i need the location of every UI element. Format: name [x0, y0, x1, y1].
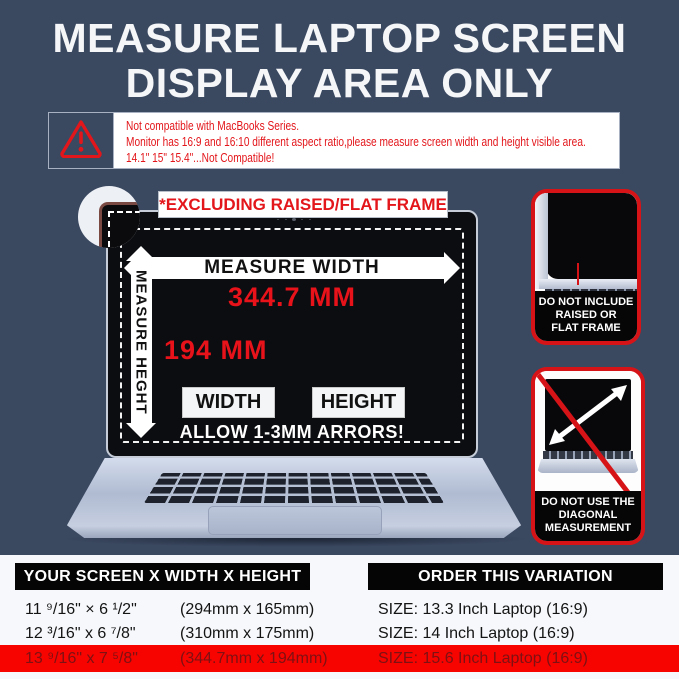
measure-width-arrow: [124, 252, 460, 284]
compatibility-warning-box: [48, 112, 620, 169]
warning-icon-cell: [49, 113, 114, 168]
frame-closeup-image: [535, 193, 637, 299]
diagonal-caption-line-2: DIAGONAL: [558, 509, 618, 521]
arrow-down-head: [126, 423, 156, 438]
height-value: 194 MM: [164, 335, 268, 365]
laptop-keyboard: [144, 473, 444, 503]
table-row: [0, 622, 679, 646]
frame-caption-line-3: FLAT FRAME: [551, 322, 621, 334]
red-measure-tick: [577, 263, 579, 285]
corner-dashed-outline: [108, 211, 140, 248]
diagonal-warning-caption: [535, 491, 641, 541]
diagonal-caption-line-3: MEASUREMENT: [544, 522, 632, 534]
excluding-frame-label: *EXCLUDING RAISED/FLAT FRAME: [158, 191, 448, 218]
webcam-dots: [292, 218, 296, 221]
row2-mm: (310mm x 175mm): [180, 625, 315, 642]
laptop-screen: [106, 210, 478, 458]
tolerance-note: ALLOW 1-3MM ARRORS!: [179, 422, 405, 442]
frame-caption-line-2: RAISED OR: [555, 309, 617, 321]
title-line-1: MEASURE LAPTOP SCREEN: [52, 15, 627, 61]
title-line-2: DISPLAY AREA ONLY: [125, 60, 554, 106]
measure-height-label: MEASURE HEGHT: [132, 269, 150, 415]
width-badge: WIDTH: [182, 387, 275, 418]
closeup-frame-horizontal: [539, 279, 637, 289]
measure-width-label: MEASURE WIDTH: [140, 257, 444, 279]
size-table-right-header: ORDER THIS VARIATION: [368, 563, 663, 590]
diagonal-warning-card: [531, 367, 645, 545]
table-row: [0, 598, 679, 622]
row3-mm: (344.7mm x 194mm): [180, 649, 328, 667]
frame-caption-line-1: DO NOT INCLUDE: [538, 296, 634, 308]
closeup-frame-vertical: [535, 193, 548, 289]
warning-line-3: 14.1" 15" 15.4"...Not Compatible!: [126, 150, 275, 165]
laptop-trackpad: [208, 506, 382, 535]
row3-variation: SIZE: 15.6 Inch Laptop (16:9): [378, 649, 588, 667]
warning-triangle-icon: [59, 118, 103, 163]
measure-height-bar: [131, 261, 152, 423]
laptop-body: [66, 458, 522, 538]
row2-variation: SIZE: 14 Inch Laptop (16:9): [378, 625, 575, 642]
page-title: [0, 16, 679, 106]
row2-inches: 12 ³/16" x 6 ⁷/8": [25, 625, 136, 642]
warning-line-2: Monitor has 16:9 and 16:10 different aspect ratio,please measure screen width and height visible area.: [126, 134, 586, 149]
screen-corner-closeup: [99, 202, 140, 248]
diagonal-caption-line-1: DO NOT USE THE: [541, 496, 635, 508]
table-row-highlighted: [0, 645, 679, 672]
row3-inches: 13 ⁹/16" x 7 ⁵/8": [25, 649, 138, 667]
warning-text: [114, 113, 679, 168]
warning-line-1: Not compatible with MacBooks Series.: [126, 118, 300, 133]
row1-inches: 11 ⁹/16" × 6 ¹/2": [25, 601, 137, 618]
frame-warning-card: [531, 189, 641, 345]
width-value: 344.7 MM: [227, 282, 357, 312]
measure-height-arrow: [126, 246, 156, 438]
corner-zoom-inset: [78, 186, 140, 248]
arrow-right-head: [444, 252, 460, 284]
row1-variation: SIZE: 13.3 Inch Laptop (16:9): [378, 601, 588, 618]
frame-warning-caption: [535, 291, 637, 341]
closeup-screen: [546, 193, 637, 279]
arrow-up-head: [126, 246, 156, 261]
size-table: [0, 555, 679, 679]
height-badge: HEIGHT: [312, 387, 405, 418]
size-table-left-header: YOUR SCREEN X WIDTH X HEIGHT: [15, 563, 310, 590]
row1-mm: (294mm x 165mm): [180, 601, 315, 618]
